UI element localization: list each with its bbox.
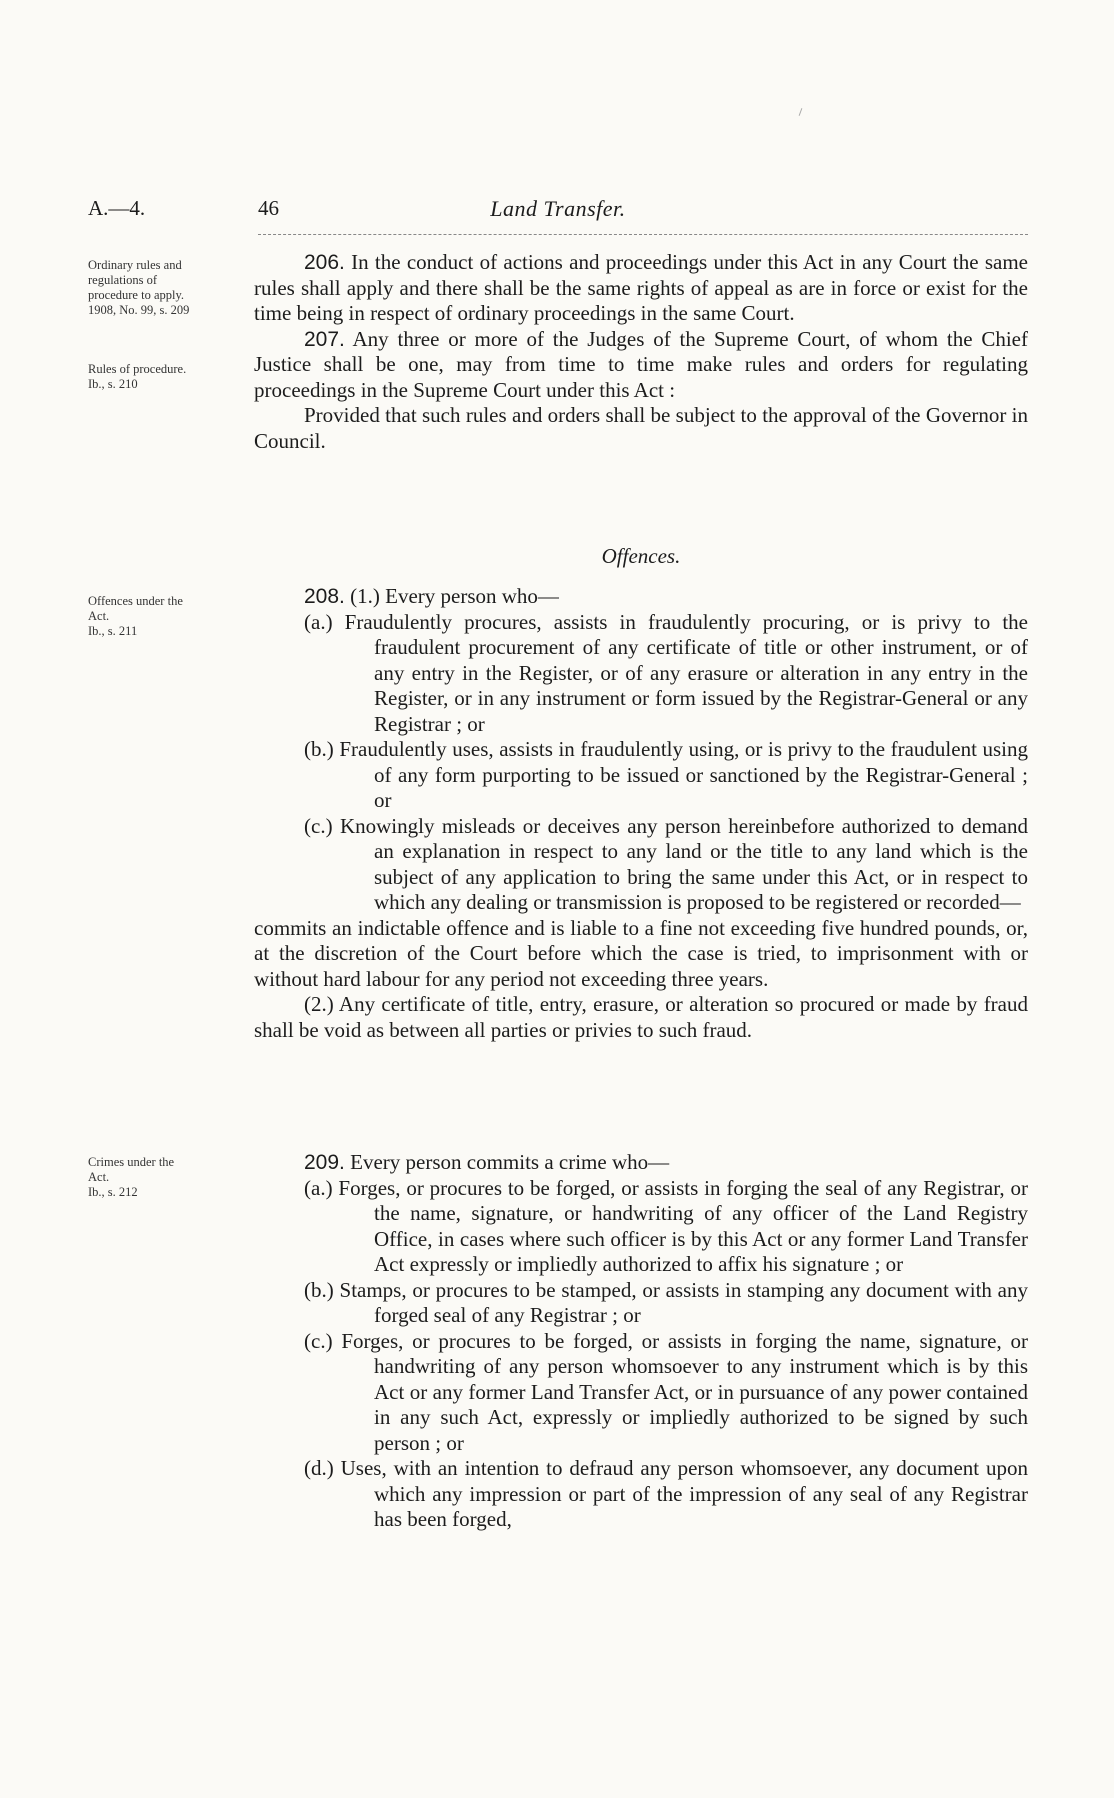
margin-note-line: Crimes under the [88,1155,175,1169]
margin-note-line: Act. [88,609,110,623]
clause-text: Forges, or procures to be forged, or assists in forging the seal of any Registrar, or the name, signature, or handwriting of any officer of the Land Registry Office, in cases where such officer is by this Act or any former Land Transfer Act expressly or impliedly authorized to affix his signature ; or [332,1175,1028,1276]
section-number: 208. [304,585,345,608]
clause-label: (b.) [304,737,334,761]
heading-offences: Offences. [601,544,681,568]
section-number: 209. [304,1151,345,1174]
sections-206-207 [254,250,1028,454]
clause-a [254,610,1028,738]
clause-text: Fraudulently procures, assists in fraudulently procuring, or is privy to the fraudulent procurement of any certificate of title or other instrument, or of any entry in the Register, or of any erasure or alteration in any entry in the Register, or in any instrument or form issued by the Registrar-General or any Registrar ; or [332,609,1028,736]
margin-note-line: procedure to apply. [88,288,185,302]
clause-label: (a.) [304,1175,333,1200]
margin-note-line: 1908, No. 99, s. 209 [88,303,190,317]
margin-note-line: Offences under the [88,594,183,608]
scan-mark [799,108,803,116]
clause-a [254,1176,1028,1278]
margin-note-209 [88,258,238,318]
section-text: (1.) Every person who— [344,584,559,608]
margin-note-line: Rules of procedure. [88,362,187,376]
margin-note-line: Ordinary rules and [88,258,182,272]
margin-note-211 [88,594,238,639]
section-208 [254,584,1028,1043]
clause-text: Fraudulently uses, assists in fraudulently using, or is privy to the fraudulent using of any form purporting to be issued or sanctioned by the Registrar-General ; or [333,737,1028,812]
margin-note-line: Act. [88,1170,110,1184]
section-209-intro [254,1150,1028,1176]
clause-text: Uses, with an intention to defraud any person whomsoever, any document upon which any impression or part of the impression of any seal of any Registrar has been forged, [333,1456,1028,1531]
section-text: Any three or more of the Judges of the Supreme Court, of whom the Chief Justice shall be one, may from time to time make rules and orders for regulating proceedings in the Supreme Court under this Act : [254,326,1028,402]
page-header [88,196,1028,226]
margin-note-line: Ib., s. 211 [88,624,138,638]
clause-label: (a.) [304,609,333,634]
page-title: Land Transfer. [490,196,626,221]
clause-text: Forges, or procures to be forged, or assists in forging the name, signature, or handwriting of any person whomsoever to any instrument which is by this Act or any former Land Transfer Act, or in pursuance of any power contained in any such Act, expressly or impliedly authorized to be signed by such person ; or [332,1328,1028,1455]
clause-label: (c.) [304,1328,333,1353]
margin-note-line: Ib., s. 212 [88,1185,138,1199]
margin-note-210 [88,362,238,392]
clause-c [254,1329,1028,1457]
section-206 [254,250,1028,327]
header-divider [258,234,1028,235]
clause-d [254,1456,1028,1533]
section-207 [254,327,1028,404]
page-number: 46 [258,196,279,220]
section-text: Every person commits a crime who— [344,1150,670,1174]
margin-note-line: regulations of [88,273,158,287]
clause-label: (d.) [304,1456,334,1480]
clause-c [254,814,1028,916]
section-208-subsection-2: (2.) Any certificate of title, entry, erasure, or alteration so procured or made by fraud shall be void as between all parties or privies to such fraud. [254,992,1028,1042]
section-number: 206. [304,251,345,274]
section-207-proviso: Provided that such rules and orders shall be subject to the approval of the Governor in Council. [254,403,1028,453]
margin-note-212 [88,1155,238,1200]
section-208-penalty: commits an indictable offence and is liable to a fine not exceeding five hundred pounds, or, at the discretion of the Court before which the case is tried, to imprisonment with or without hard labour for any period not exceeding three years. [254,915,1028,991]
section-209 [254,1150,1028,1533]
clause-b [254,737,1028,814]
section-number: 207. [304,327,345,351]
clause-b [254,1278,1028,1329]
margin-note-line: Ib., s. 210 [88,377,138,391]
clause-text: Knowingly misleads or deceives any person hereinbefore authorized to demand an explanation in respect to any land or the title to any land which is the subject of any application to bring the same under this Act, or in respect to which any dealing or transmission is proposed to be registered or recorded— [332,813,1028,914]
clause-label: (c.) [304,813,333,838]
clause-text: Stamps, or procures to be stamped, or assists in stamping any document with any forged seal of any Registrar ; or [333,1277,1028,1327]
section-208-intro [254,584,1028,610]
document-reference: A.—4. [88,196,146,220]
section-text: In the conduct of actions and proceedings under this Act in any Court the same rules shall apply and there shall be the same rights of appeal as are in force or exist for the time being in respect of ordinary proceedings in the same Court. [254,250,1028,325]
clause-label: (b.) [304,1277,334,1302]
